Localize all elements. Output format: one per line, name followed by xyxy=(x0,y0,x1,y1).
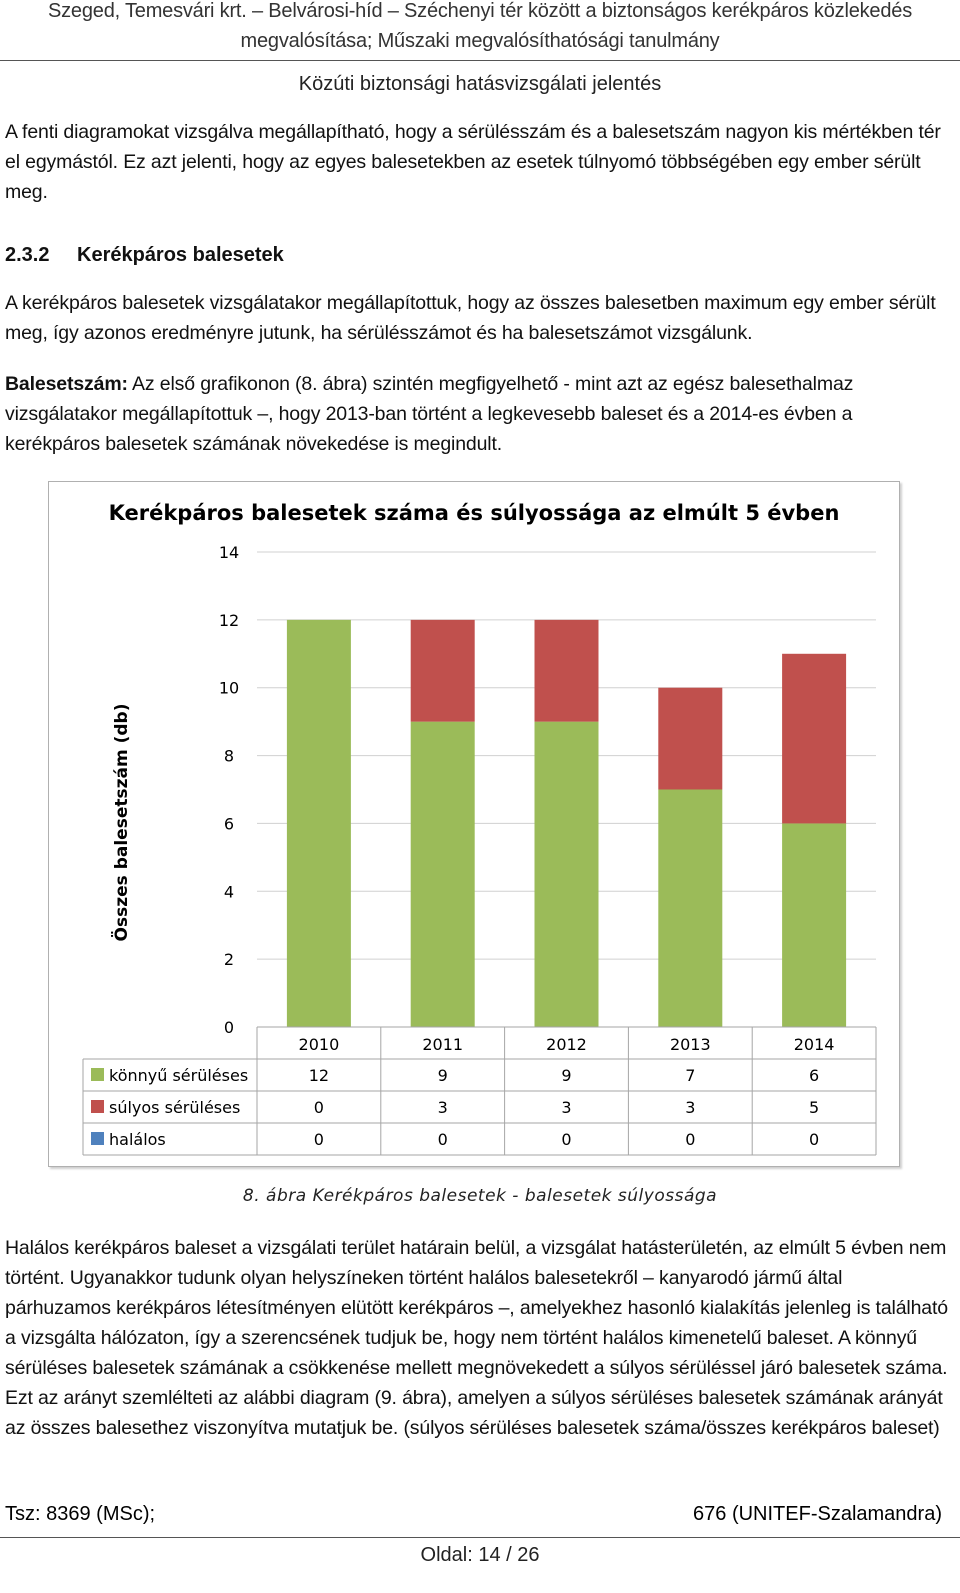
legend-label: könnyű sérüléses xyxy=(109,1066,249,1085)
data-table-cell: 9 xyxy=(437,1066,448,1085)
section-number: 2.3.2 xyxy=(5,244,50,266)
x-tick-label: 2010 xyxy=(298,1035,340,1054)
bar-2010-könnyű-sérüléses xyxy=(287,620,351,1027)
bar-2012-könnyű-sérüléses xyxy=(535,722,599,1027)
paragraph-2: A kerékpáros balesetek vizsgálatakor megállapítottuk, hogy az összes balesetben maximum egy ember sérült meg, így azonos eredményre jutunk, ha sérülésszámot és ha balesetszámot vizsgálunk. xyxy=(5,292,936,344)
bar-2011-súlyos-sérüléses xyxy=(411,620,475,722)
data-table-cell: 0 xyxy=(809,1130,820,1149)
legend-swatch xyxy=(91,1132,104,1145)
y-tick-label: 0 xyxy=(223,1018,235,1037)
y-tick-label: 8 xyxy=(223,746,235,766)
bar-2014-súlyos-sérüléses xyxy=(782,654,846,824)
y-tick-label: 10 xyxy=(218,678,240,698)
paragraph-1: A fenti diagramokat vizsgálva megállapítható, hogy a sérülésszám és a balesetszám nagyon kis mértékben tér el egymástól. Ez azt jelenti, hogy az egyes balesetekben az esetek túlnyomó többségében egy ember sérült meg. xyxy=(5,121,941,203)
data-table-cell: 6 xyxy=(809,1066,820,1085)
balesetszam-label: Balesetszám: xyxy=(5,373,128,395)
footer-company: 676 (UNITEF-Szalamandra) xyxy=(693,1503,942,1525)
report-subtitle: Közúti biztonsági hatásvizsgálati jelentés xyxy=(298,73,662,95)
data-table-cell: 0 xyxy=(437,1130,448,1149)
header-line-2: megvalósítása; Műszaki megvalósíthatósági tanulmány xyxy=(240,30,720,52)
y-tick-label: 14 xyxy=(218,543,240,562)
x-tick-label: 2014 xyxy=(793,1035,835,1054)
data-table-cell: 3 xyxy=(437,1098,448,1117)
chart-canvas xyxy=(49,482,899,1166)
data-table-cell: 7 xyxy=(685,1066,696,1085)
legend-label: súlyos sérüléses xyxy=(109,1098,241,1117)
y-axis-label: Összes balesetszám (db) xyxy=(112,703,132,942)
x-tick-label: 2012 xyxy=(546,1035,587,1054)
paragraph-4: Halálos kerékpáros baleset a vizsgálati terület határain belül, a vizsgálat hatásterületén, az elmúlt 5 évben nem történt. Ugyanakkor tudunk olyan helyszíneken történt halálos balesetekről – kanyarodó jármű által párhuzamos kerékpáros létesítményen elütött kerékpáros –, amelyekhez hasonló kialakítás jelenleg is található a vizsgálta hálózaton, így a szerencsének tudjuk be, hogy nem történt halálos kimenetelű baleset. A könnyű sérüléses balesetek számának a csökkenése mellett megnövekedett a súlyos sérüléssel járó balesetek száma. Ezt az arányt szemlélteti az alábbi diagram (9. ábra), amelyen a súlyos sérüléses balesetek számának arányát az összes balesethez viszonyítva mutatjuk be. (súlyos sérüléses balesetek száma/összes kerékpáros baleset) xyxy=(5,1237,948,1439)
section-title: Kerékpáros balesetek xyxy=(77,244,284,266)
data-table-cell: 0 xyxy=(561,1130,572,1149)
data-table-cell: 0 xyxy=(313,1130,324,1149)
legend-swatch xyxy=(91,1100,104,1113)
bar-2013-súlyos-sérüléses xyxy=(658,688,722,790)
data-table-cell: 3 xyxy=(685,1098,696,1117)
figure-caption: 8. ábra Kerékpáros balesetek - balesetek súlyossága xyxy=(242,1186,718,1206)
data-table-cell: 0 xyxy=(685,1130,696,1149)
x-tick-label: 2013 xyxy=(669,1035,711,1054)
data-table-cell: 3 xyxy=(561,1098,572,1117)
data-table-cell: 12 xyxy=(308,1066,330,1085)
paragraph-3-text: Az első grafikonon (8. ábra) szintén megfigyelhető - mint azt az egész balesethalmaz vizsgálatakor megállapítottuk –, hogy 2013-ban történt a legkevesebb baleset és a 2014-es évben a kerékpáros balesetek számának növekedése is megindult. xyxy=(5,373,854,455)
bar-2012-súlyos-sérüléses xyxy=(535,620,599,722)
bar-chart xyxy=(48,481,900,1167)
footer-project-id: Tsz: 8369 (MSc); xyxy=(5,1503,156,1525)
data-table-cell: 0 xyxy=(313,1098,324,1117)
section-heading xyxy=(5,241,284,269)
data-table-cell: 9 xyxy=(561,1066,572,1085)
footer-divider xyxy=(0,1537,960,1538)
data-table-cell: 5 xyxy=(809,1098,820,1117)
y-tick-label: 12 xyxy=(218,610,240,630)
legend-label: halálos xyxy=(109,1130,166,1149)
x-tick-label: 2011 xyxy=(422,1035,464,1054)
page-number: Oldal: 14 / 26 xyxy=(420,1544,540,1566)
header-divider xyxy=(0,60,960,61)
y-tick-label: 6 xyxy=(223,814,235,834)
header-line-1: Szeged, Temesvári krt. – Belvárosi-híd – Széchenyi tér között a biztonságos kerékpáros közlekedés xyxy=(47,0,912,22)
bar-2014-könnyű-sérüléses xyxy=(782,823,846,1027)
bar-2011-könnyű-sérüléses xyxy=(411,722,475,1027)
y-tick-label: 2 xyxy=(223,950,235,970)
bar-2013-könnyű-sérüléses xyxy=(658,790,722,1028)
paragraph-3 xyxy=(5,369,950,459)
chart-title: Kerékpáros balesetek száma és súlyossága az elmúlt 5 évben xyxy=(108,501,840,525)
y-tick-label: 4 xyxy=(223,882,235,902)
legend-swatch xyxy=(91,1068,104,1081)
